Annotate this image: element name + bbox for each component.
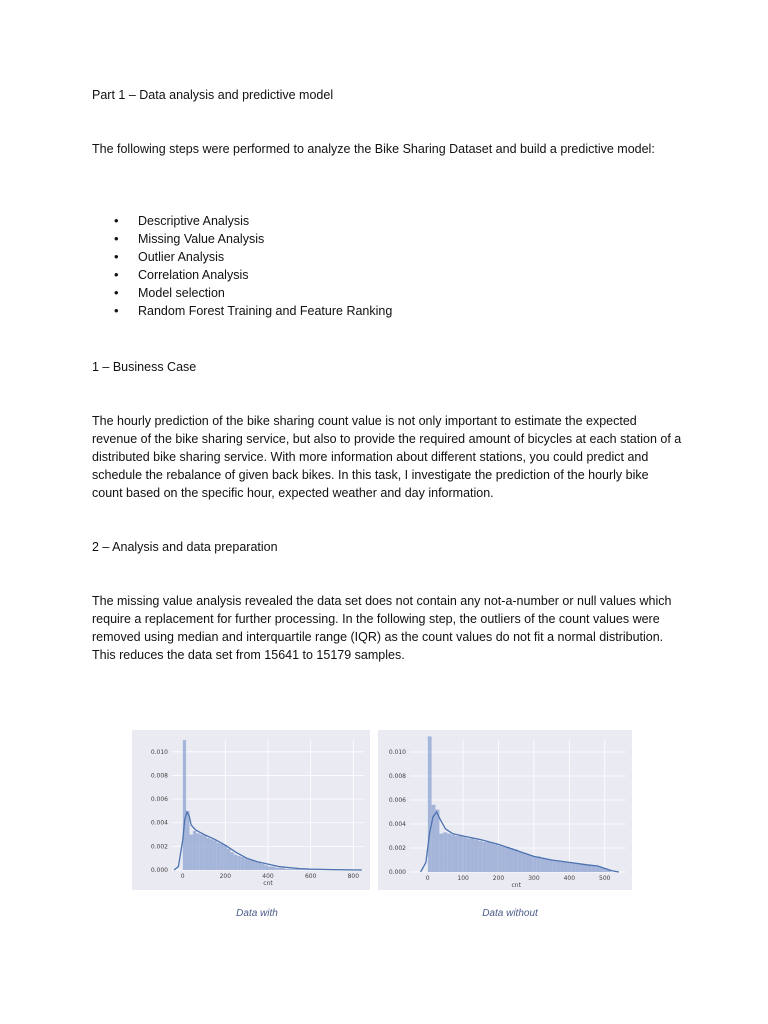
histogram-bar xyxy=(451,835,455,872)
histogram-bar xyxy=(517,852,521,872)
x-tick-label: 200 xyxy=(492,875,505,882)
histogram-bar xyxy=(498,846,502,872)
histogram-with-outliers xyxy=(132,730,370,890)
list-item: • Random Forest Training and Feature Ranking xyxy=(92,302,392,320)
histogram-bar xyxy=(471,838,475,872)
x-tick-label: 500 xyxy=(599,875,611,882)
histogram-bar xyxy=(292,869,295,870)
histogram-bar xyxy=(521,853,525,872)
section1-paragraph: The hourly prediction of the bike sharing count value is not only important to estimate the expected revenue of the bike sharing service, but also to provide the required amount of bicycles at each station of a distributed bike sharing service. With more information about different stations, you could predict and schedule the rebalance of given back bikes. In this task, I investigate the prediction of the hourly bike count based on the specific hour, expected weather and day information. xyxy=(92,414,682,500)
histogram-bar xyxy=(525,854,529,872)
histogram-bar xyxy=(244,858,247,870)
histogram-bar xyxy=(428,736,432,872)
chart-with-outliers xyxy=(132,730,370,890)
x-tick-label: 300 xyxy=(528,875,540,882)
histogram-bar xyxy=(203,836,206,870)
histogram-bar xyxy=(463,837,467,872)
histogram-bar xyxy=(183,740,186,870)
section2-heading: 2 – Analysis and data preparation xyxy=(92,540,278,554)
histogram-bar xyxy=(548,860,552,872)
histogram-bar xyxy=(265,865,268,870)
histogram-bar xyxy=(435,810,439,872)
y-tick-label: 0.000 xyxy=(150,867,168,874)
histogram-bar xyxy=(224,845,227,870)
histogram-bar xyxy=(217,843,220,870)
x-tick-label: 400 xyxy=(262,873,274,880)
caption-with: Data with xyxy=(236,908,278,919)
y-tick-label: 0.010 xyxy=(388,749,406,756)
steps-list xyxy=(92,212,392,320)
y-tick-label: 0.004 xyxy=(388,821,406,828)
intro-paragraph: The following steps were performed to analyze the Bike Sharing Dataset and build a predictive model: xyxy=(92,142,655,156)
y-tick-label: 0.006 xyxy=(150,796,168,804)
section1-heading: 1 – Business Case xyxy=(92,360,197,374)
histogram-bar xyxy=(447,834,451,872)
histogram-bar xyxy=(568,862,572,872)
histogram-bar xyxy=(285,869,288,870)
histogram-bar xyxy=(510,848,514,872)
histogram-bar xyxy=(241,857,244,870)
y-tick-label: 0.002 xyxy=(150,843,168,851)
histogram-bar xyxy=(572,864,576,872)
x-tick-label: 400 xyxy=(563,875,576,882)
histogram-bar xyxy=(478,841,482,872)
y-tick-label: 0.008 xyxy=(388,773,406,780)
y-tick-label: 0.008 xyxy=(150,772,168,780)
histogram-bar xyxy=(207,838,210,870)
histogram-bar xyxy=(552,860,556,872)
part-heading: Part 1 – Data analysis and predictive model xyxy=(92,88,334,102)
caption-without: Data without xyxy=(482,908,538,919)
histogram-bar xyxy=(193,831,196,870)
histogram-bar xyxy=(282,868,285,870)
chart-without-outliers xyxy=(378,730,632,890)
histogram-bar xyxy=(237,856,240,870)
y-tick-label: 0.000 xyxy=(388,869,406,876)
histogram-bar xyxy=(486,842,490,872)
x-tick-label: 0 xyxy=(425,875,430,882)
histogram-bar xyxy=(288,869,291,870)
histogram-bar xyxy=(443,832,447,872)
list-item: • Descriptive Analysis xyxy=(92,212,392,230)
histogram-bar xyxy=(254,862,257,870)
histogram-bar xyxy=(490,843,494,872)
histogram-bar xyxy=(564,862,568,872)
histogram-bar xyxy=(467,838,471,872)
list-item: • Model selection xyxy=(92,284,392,302)
histogram-bar xyxy=(494,844,498,872)
histogram-bar xyxy=(529,855,533,872)
list-item: • Missing Value Analysis xyxy=(92,230,392,248)
histogram-bar xyxy=(439,834,443,872)
x-tick-label: 800 xyxy=(347,873,360,880)
histogram-bar xyxy=(459,836,463,872)
histogram-bar xyxy=(560,861,564,872)
histogram-bar xyxy=(302,869,305,870)
y-tick-label: 0.010 xyxy=(150,748,168,756)
histogram-bar xyxy=(189,835,192,870)
x-tick-label: 600 xyxy=(304,873,317,880)
histogram-bar xyxy=(220,844,223,870)
histogram-bar xyxy=(210,839,213,870)
histogram-bar xyxy=(541,858,545,872)
y-tick-label: 0.002 xyxy=(388,845,406,852)
histogram-bar xyxy=(200,835,203,870)
histogram-bar xyxy=(261,864,264,870)
histogram-bar xyxy=(455,836,459,872)
histogram-bar xyxy=(186,811,189,870)
x-tick-label: 0 xyxy=(180,873,185,880)
histogram-without-outliers xyxy=(378,730,632,890)
histogram-bar xyxy=(513,849,517,872)
histogram-bar xyxy=(587,865,591,872)
histogram-bar xyxy=(474,840,478,872)
histogram-bar xyxy=(506,847,510,872)
histogram-bar xyxy=(482,842,486,872)
histogram-bar xyxy=(576,864,580,872)
histogram-bar xyxy=(258,863,261,870)
list-item: • Correlation Analysis xyxy=(92,266,392,284)
histogram-bar xyxy=(556,861,560,872)
histogram-bar xyxy=(227,849,230,870)
histogram-bar xyxy=(275,868,278,870)
histogram-bar xyxy=(533,856,537,872)
y-tick-label: 0.004 xyxy=(150,819,168,827)
histogram-bar xyxy=(268,866,271,870)
list-item: • Outlier Analysis xyxy=(92,248,392,266)
histogram-bar xyxy=(591,866,595,872)
histogram-bar xyxy=(230,852,233,870)
histogram-bar xyxy=(248,859,251,870)
histogram-bar xyxy=(584,865,588,872)
x-axis-label: cnt xyxy=(511,882,521,889)
section2-paragraph: The missing value analysis revealed the data set does not contain any not-a-number or null values which require a replacement for further processing. In the following step, the outliers of the count values were removed using median and interquartile range (IQR) as the count values do not fit a normal distribution. This reduces the data set from 15641 to 15179 samples. xyxy=(92,594,672,662)
histogram-bar xyxy=(234,855,237,870)
histogram-bar xyxy=(537,856,541,872)
histogram-bar xyxy=(251,861,254,870)
y-tick-label: 0.006 xyxy=(388,797,406,804)
histogram-bar xyxy=(271,866,274,870)
histogram-bar xyxy=(213,840,216,870)
histogram-bar xyxy=(545,859,549,872)
histogram-bar xyxy=(502,847,506,872)
histogram-bar xyxy=(278,868,281,870)
histogram-bar xyxy=(196,833,199,870)
x-tick-label: 100 xyxy=(457,875,469,882)
x-axis-label: cnt xyxy=(263,880,273,887)
x-tick-label: 200 xyxy=(219,873,232,880)
